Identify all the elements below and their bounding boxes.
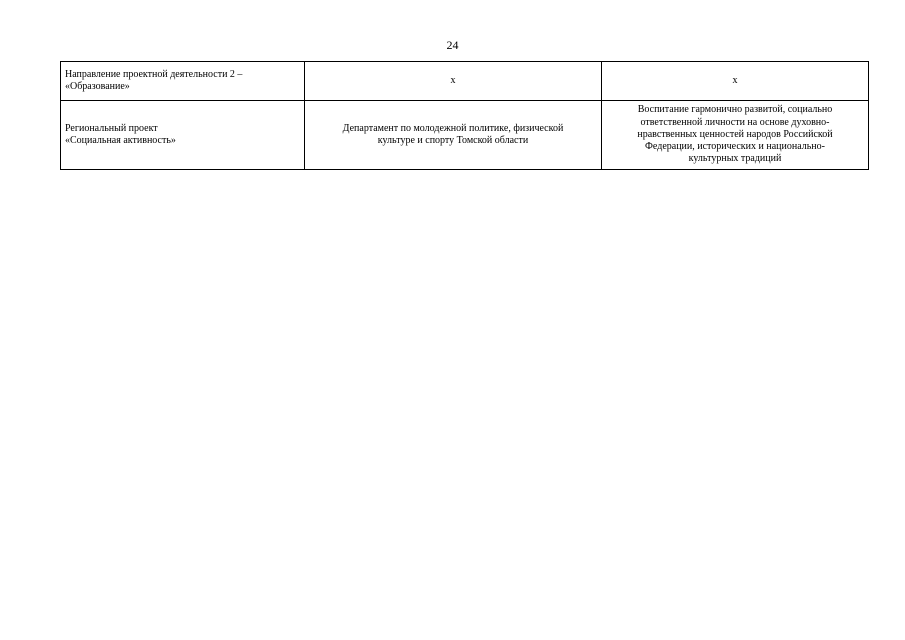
project-direction-cell bbox=[61, 62, 305, 101]
goal-cell bbox=[602, 62, 869, 101]
table-row bbox=[61, 101, 869, 170]
regional-project-cell bbox=[61, 101, 305, 170]
cell-text-line: Региональный проект bbox=[65, 122, 158, 134]
responsible-cell bbox=[305, 62, 602, 101]
page-number: 24 bbox=[446, 38, 459, 52]
cell-text-line: «Образование» bbox=[65, 81, 130, 92]
cell-text-line: нравственных ценностей народов Российской bbox=[637, 128, 833, 140]
table-row bbox=[61, 62, 869, 101]
document-table bbox=[60, 61, 869, 170]
cell-text-line: культуре и спорту Томской области bbox=[377, 135, 529, 146]
cell-text-line: Направление проектной деятельности 2 – bbox=[65, 68, 243, 80]
responsible-cell bbox=[305, 101, 602, 170]
cell-text-line: Воспитание гармонично развитой, социально bbox=[637, 104, 833, 116]
cell-text-line: ответственной личности на основе духовно- bbox=[640, 116, 830, 128]
goal-cell bbox=[602, 101, 869, 170]
cell-text-line: «Социальная активность» bbox=[65, 135, 176, 146]
cell-text-line: культурных традиций bbox=[688, 153, 782, 165]
cell-text-line: Департамент по молодежной политике, физической bbox=[342, 122, 564, 134]
cell-text-line: Федерации, исторических и национально- bbox=[645, 141, 825, 153]
cell-text-line: x bbox=[732, 74, 738, 86]
cell-text-line: x bbox=[450, 74, 456, 86]
